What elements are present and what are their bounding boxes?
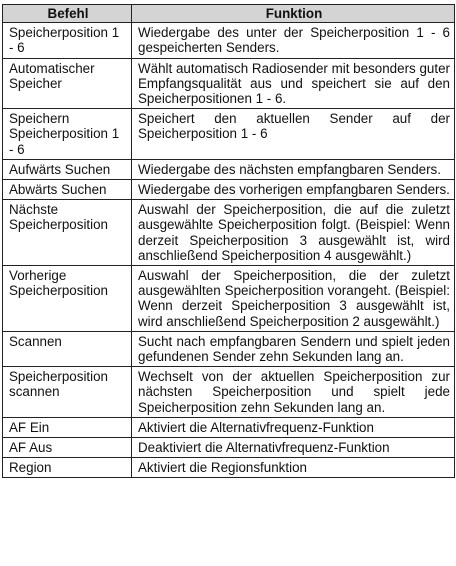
command-cell: Aufwärts Suchen	[3, 159, 132, 179]
table-row	[3, 200, 455, 266]
command-cell: Abwärts Suchen	[3, 180, 132, 200]
table-header-row	[3, 5, 455, 23]
document-page	[2, 4, 454, 478]
column-header-command: Befehl	[3, 5, 132, 23]
table-row	[3, 159, 455, 179]
function-cell: Auswahl der Speicherposition, die der zuletzt ausgewählten Speicherposition vorangeht. (Beispiel: Wenn derzeit Speicherposition 3 ausgewählt ist, wird anschließend Speicherposition 2 ausgewählt.)	[132, 266, 455, 332]
function-cell: Auswahl der Speicherposition, die auf die zuletzt ausgewählte Speicherposition folgt. (Beispiel: Wenn derzeit Speicherposition 3 ausgewählt ist, wird anschließend Speicherposition 4 ausgewählt.)	[132, 200, 455, 266]
command-table	[2, 4, 455, 478]
function-cell: Aktiviert die Alternativfrequenz-Funktion	[132, 417, 455, 437]
function-cell: Sucht nach empfangbaren Sendern und spielt jeden gefundenen Sender zehn Sekunden lang an.	[132, 331, 455, 366]
table-row	[3, 180, 455, 200]
function-cell: Wiedergabe des vorherigen empfangbaren Senders.	[132, 180, 455, 200]
command-cell: Scannen	[3, 331, 132, 366]
table-row	[3, 458, 455, 478]
function-cell: Aktiviert die Regionsfunktion	[132, 458, 455, 478]
function-cell: Wiedergabe des nächsten empfangbaren Senders.	[132, 159, 455, 179]
command-cell: Automatischer Speicher	[3, 58, 132, 109]
table-row	[3, 266, 455, 332]
command-cell: Region	[3, 458, 132, 478]
function-cell: Wiedergabe des unter der Speicherposition 1 - 6 gespeicherten Senders.	[132, 23, 455, 58]
command-cell: AF Ein	[3, 417, 132, 437]
function-cell: Wechselt von der aktuellen Speicherposition zur nächsten Speicherposition und spielt jede Speicherposition zehn Sekunden lang an.	[132, 367, 455, 418]
command-cell: Speichern Speicherposition 1 - 6	[3, 109, 132, 160]
command-cell: Vorherige Speicherposition	[3, 266, 132, 332]
table-row	[3, 438, 455, 458]
command-cell: Nächste Speicherposition	[3, 200, 132, 266]
table-row	[3, 367, 455, 418]
function-cell: Wählt automatisch Radiosender mit besonders guter Empfangsqualität aus und speichert sie auf den Speicherpositionen 1 - 6.	[132, 58, 455, 109]
function-cell: Deaktiviert die Alternativfrequenz-Funktion	[132, 438, 455, 458]
command-cell: Speicherposition scannen	[3, 367, 132, 418]
table-row	[3, 417, 455, 437]
table-row	[3, 331, 455, 366]
table-row	[3, 58, 455, 109]
table-row	[3, 23, 455, 58]
command-cell: AF Aus	[3, 438, 132, 458]
column-header-function: Funktion	[132, 5, 455, 23]
table-row	[3, 109, 455, 160]
command-cell: Speicherposition 1 - 6	[3, 23, 132, 58]
function-cell: Speichert den aktuellen Sender auf der Speicherposition 1 - 6	[132, 109, 455, 160]
